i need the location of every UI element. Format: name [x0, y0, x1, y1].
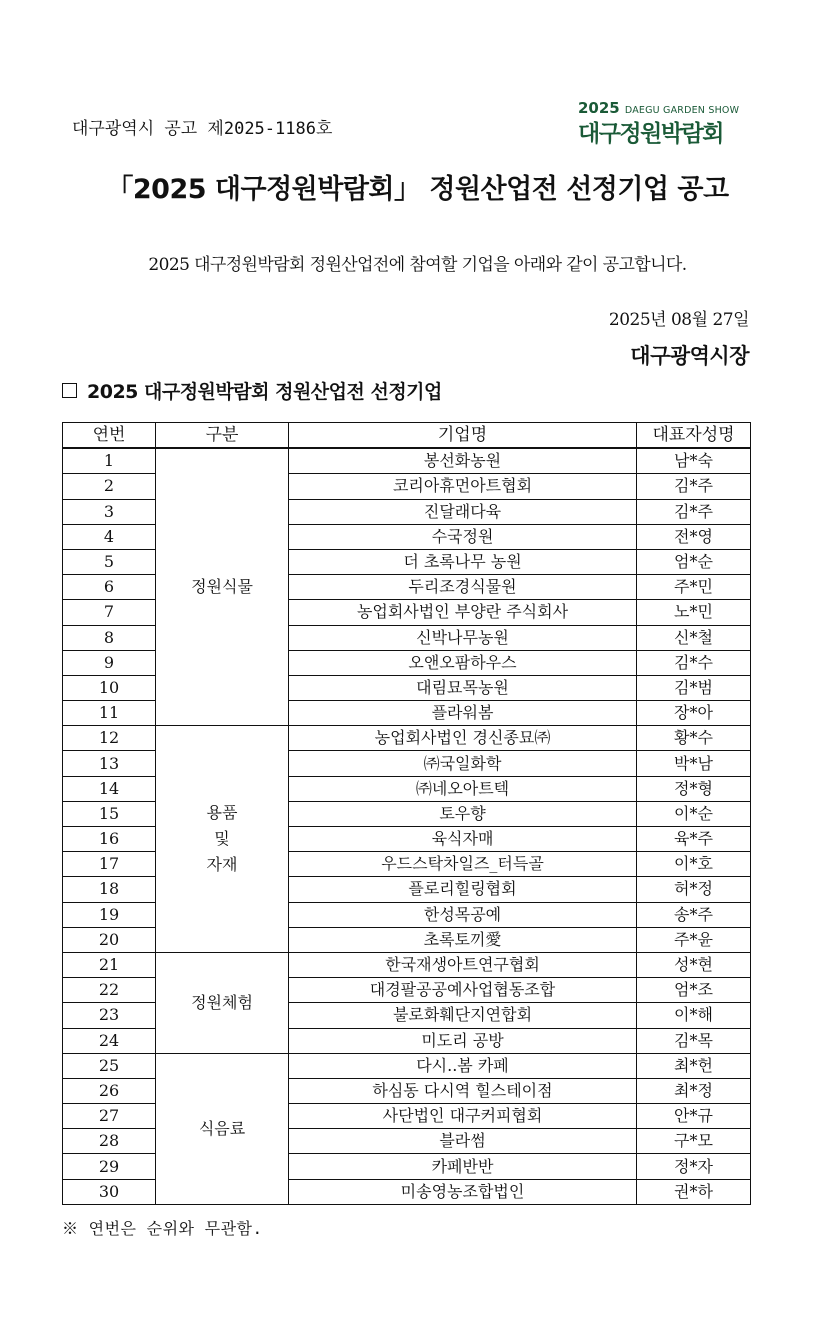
company-name: 육식자매 — [289, 827, 637, 852]
section-title: 2025 대구정원박람회 정원산업전 선정기업 — [87, 381, 442, 403]
row-number: 8 — [63, 625, 156, 650]
company-name: 농업회사법인 경신종묘㈜ — [289, 726, 637, 751]
company-name: 대림묘목농원 — [289, 675, 637, 700]
row-number: 18 — [63, 877, 156, 902]
row-number: 30 — [63, 1179, 156, 1204]
representative-name: 황*수 — [637, 726, 751, 751]
logo-korean-name: 대구정원박람회 — [578, 121, 724, 147]
row-number: 11 — [63, 701, 156, 726]
row-number: 20 — [63, 927, 156, 952]
representative-name: 신*철 — [637, 625, 751, 650]
company-name: 카페반반 — [289, 1154, 637, 1179]
header-company: 기업명 — [289, 423, 637, 449]
company-name: 두리조경식물원 — [289, 575, 637, 600]
category-label: 자재 — [206, 855, 238, 875]
row-number: 12 — [63, 726, 156, 751]
representative-name: 성*현 — [637, 952, 751, 977]
company-name: 하심동 다시역 힐스테이점 — [289, 1078, 637, 1103]
header-category: 구분 — [156, 423, 289, 449]
company-name: 토우향 — [289, 801, 637, 826]
logo-year: 2025 — [578, 99, 620, 117]
company-name: 블라썸 — [289, 1129, 637, 1154]
company-name: 더 초록나무 농원 — [289, 549, 637, 574]
table-header-row — [63, 423, 751, 449]
row-number: 1 — [63, 448, 156, 474]
row-number: 29 — [63, 1154, 156, 1179]
representative-name: 김*주 — [637, 499, 751, 524]
notice-number: 대구광역시 공고 제2025-1186호 — [72, 119, 333, 139]
intro-text: 2025 대구정원박람회 정원산업전에 참여할 기업을 아래와 같이 공고합니다. — [148, 255, 687, 275]
company-name: 코리아휴먼아트협회 — [289, 474, 637, 499]
company-name: 농업회사법인 부양란 주식회사 — [289, 600, 637, 625]
representative-name: 엄*순 — [637, 549, 751, 574]
representative-name: 최*정 — [637, 1078, 751, 1103]
page-title: 「2025 대구정원박람회」 정원산업전 선정기업 공고 — [106, 174, 729, 205]
representative-name: 노*민 — [637, 600, 751, 625]
representative-name: 권*하 — [637, 1179, 751, 1204]
row-number: 2 — [63, 474, 156, 499]
company-name: 오앤오팜하우스 — [289, 650, 637, 675]
category-label: 용품 — [206, 803, 238, 823]
row-number: 7 — [63, 600, 156, 625]
representative-name: 구*모 — [637, 1129, 751, 1154]
row-number: 19 — [63, 902, 156, 927]
row-number: 27 — [63, 1104, 156, 1129]
representative-name: 김*목 — [637, 1028, 751, 1053]
category-label: 정원체험 — [191, 992, 253, 1012]
row-number: 16 — [63, 827, 156, 852]
representative-name: 육*주 — [637, 827, 751, 852]
representative-name: 김*주 — [637, 474, 751, 499]
row-number: 28 — [63, 1129, 156, 1154]
company-name: 대경팔공공예사업협동조합 — [289, 978, 637, 1003]
representative-name: 정*자 — [637, 1154, 751, 1179]
company-name: 봉선화농원 — [289, 448, 637, 474]
company-name: 한성목공예 — [289, 902, 637, 927]
row-number: 15 — [63, 801, 156, 826]
logo-english-name: DAEGU GARDEN SHOW — [624, 105, 740, 116]
company-name: 진달래다육 — [289, 499, 637, 524]
representative-name: 정*형 — [637, 776, 751, 801]
representative-name: 이*호 — [637, 852, 751, 877]
category-cell — [156, 1053, 289, 1204]
representative-name: 전*영 — [637, 524, 751, 549]
row-number: 5 — [63, 549, 156, 574]
table-row — [63, 726, 751, 751]
row-number: 26 — [63, 1078, 156, 1103]
notice-date: 2025년 08월 27일 — [608, 310, 749, 330]
category-cell — [156, 448, 289, 726]
table-row — [63, 1053, 751, 1078]
selected-companies-table — [62, 422, 751, 1205]
representative-name: 송*주 — [637, 902, 751, 927]
representative-name: 이*순 — [637, 801, 751, 826]
company-name: 한국재생아트연구협회 — [289, 952, 637, 977]
row-number: 13 — [63, 751, 156, 776]
row-number: 25 — [63, 1053, 156, 1078]
section-heading — [62, 377, 442, 404]
company-name: 우드스탁차일즈_터득골 — [289, 852, 637, 877]
table-row — [63, 952, 751, 977]
company-name: 사단법인 대구커피협회 — [289, 1104, 637, 1129]
row-number: 24 — [63, 1028, 156, 1053]
row-number: 9 — [63, 650, 156, 675]
company-name: 신박나무농원 — [289, 625, 637, 650]
company-name: 미도리 공방 — [289, 1028, 637, 1053]
footnote: ※ 연번은 순위와 무관함. — [62, 1219, 263, 1238]
representative-name: 엄*조 — [637, 978, 751, 1003]
company-name: ㈜네오아트텍 — [289, 776, 637, 801]
garden-show-logo — [578, 98, 743, 148]
row-number: 6 — [63, 575, 156, 600]
row-number: 17 — [63, 852, 156, 877]
representative-name: 허*정 — [637, 877, 751, 902]
row-number: 4 — [63, 524, 156, 549]
category-cell — [156, 952, 289, 1053]
representative-name: 안*규 — [637, 1104, 751, 1129]
category-label: 정원식물 — [191, 577, 253, 597]
header-number: 연번 — [63, 423, 156, 449]
row-number: 14 — [63, 776, 156, 801]
company-name: 미송영농조합법인 — [289, 1179, 637, 1204]
representative-name: 김*수 — [637, 650, 751, 675]
representative-name: 주*윤 — [637, 927, 751, 952]
signer: 대구광역시장 — [630, 344, 749, 368]
company-name: 초록토끼愛 — [289, 927, 637, 952]
category-label: 식음료 — [198, 1118, 246, 1138]
representative-name: 이*해 — [637, 1003, 751, 1028]
company-name: 플로리힐링협회 — [289, 877, 637, 902]
representative-name: 최*헌 — [637, 1053, 751, 1078]
row-number: 22 — [63, 978, 156, 1003]
header-representative: 대표자성명 — [637, 423, 751, 449]
representative-name: 박*남 — [637, 751, 751, 776]
category-cell — [156, 726, 289, 953]
company-name: 플라워봄 — [289, 701, 637, 726]
square-bullet-icon — [62, 383, 77, 398]
row-number: 10 — [63, 675, 156, 700]
representative-name: 남*숙 — [637, 448, 751, 474]
company-name: ㈜국일화학 — [289, 751, 637, 776]
company-name: 수국정원 — [289, 524, 637, 549]
representative-name: 주*민 — [637, 575, 751, 600]
company-name: 다시..봄 카페 — [289, 1053, 637, 1078]
table-row — [63, 448, 751, 474]
row-number: 23 — [63, 1003, 156, 1028]
row-number: 3 — [63, 499, 156, 524]
representative-name: 장*아 — [637, 701, 751, 726]
representative-name: 김*범 — [637, 675, 751, 700]
category-label: 및 — [214, 829, 230, 849]
row-number: 21 — [63, 952, 156, 977]
table-body — [63, 448, 751, 1204]
company-name: 불로화훼단지연합회 — [289, 1003, 637, 1028]
